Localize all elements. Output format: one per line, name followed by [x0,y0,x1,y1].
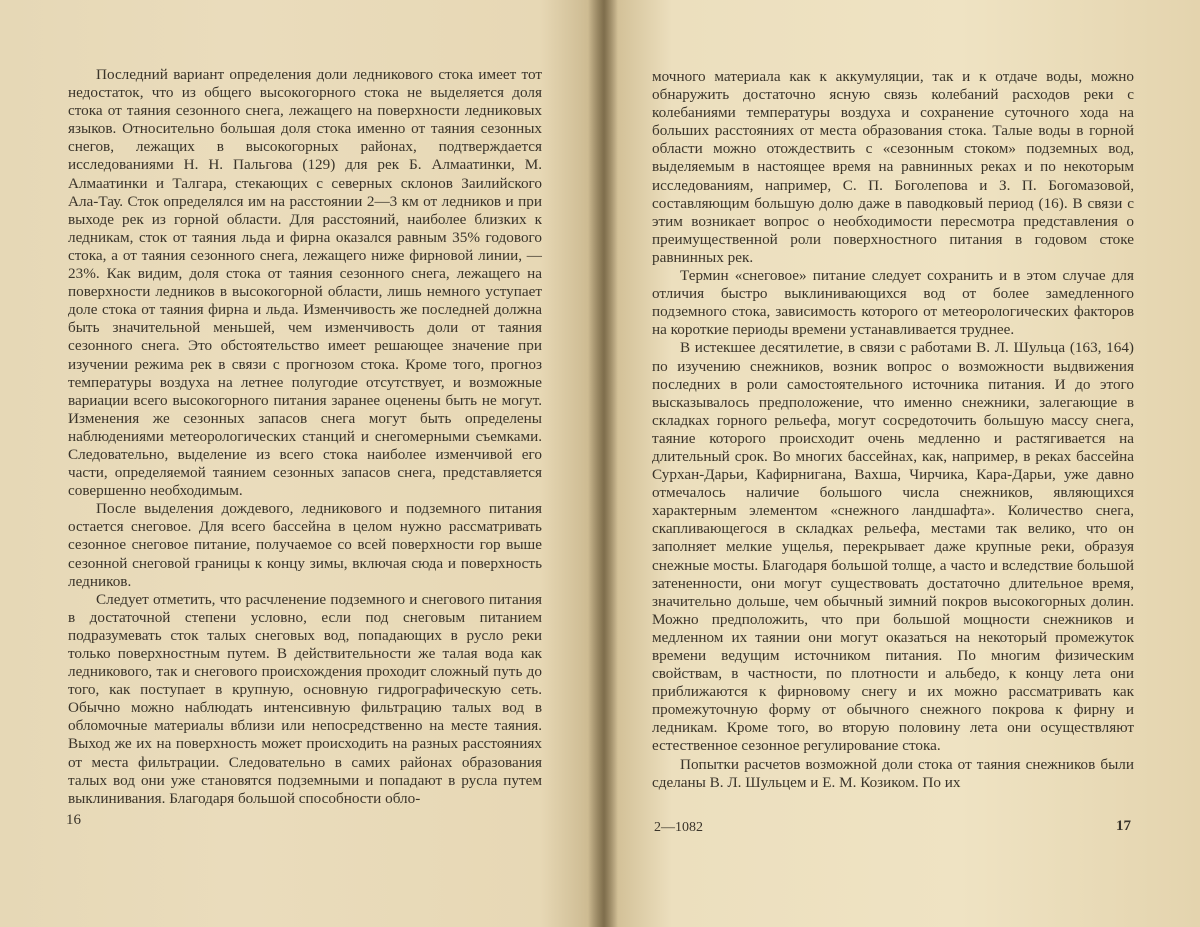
paragraph: Термин «снеговое» питание следует сохранить и в этом случае для отличия быстро выклинивающихся вод от более замедленного подземного стока, зависимость которого от метеорологических факторов на короткие периоды времени устанавливается труднее. [652,267,1134,339]
paragraph: После выделения дождевого, ледникового и подземного питания остается снеговое. Для всего бассейна в целом нужно рассматривать сезонное снеговое питание, получаемое со всей поверхности гор выше сезонной снеговой границы к концу зимы, включая сюда и поверхность ледников. [68,500,542,590]
right-page [600,0,1200,927]
page-number: 16 [66,812,81,828]
left-text-column [68,66,542,808]
paragraph: В истекшее десятилетие, в связи с работами В. Л. Шульца (163, 164) по изучению снежников, возник вопрос о возможности выдвижения последних в роли самостоятельного источника питания. И до этого высказывалось предположение, что именно снежники, залегающие в складках горного рельефа, могут сосредоточить большую массу снега, таяние которого происходит очень медленно и растягивается на длительный срок. Во многих бассейнах, как, например, в реках бассейна Сурхан-Дарьи, Кафирнигана, Вахша, Чирчика, Кара-Дарьи, уже давно отмечалось наличие большого числа снежников, являющихся характерным элементом «снежного ландшафта». Количество снега, скапливающегося в складках рельефа, местами так велико, что он заполняет мелкие ущелья, перекрывает даже крупные реки, образуя снежные мосты. Благодаря большой толще, а часто и вследствие большой затененности, они могут существовать достаточно длительное время, значительно дольше, чем обычный зимний покров высокогорных долин. Можно предположить, что при большой мощности снежников и медленном их таянии они могут оказаться на некоторый промежуток времени ведущим источником питания. По многим физическим свойствам, в частности, по плотности и альбедо, к концу лета они приближаются к фирновому снегу и их можно рассматривать как промежуточную форму от обычного снежного покрова к фирну и ледникам. Кроме того, во вторую половину лета они осуществляют естественное сезонное регулирование стока. [652,339,1134,755]
page-number: 17 [1116,818,1131,834]
paragraph: Попытки расчетов возможной доли стока от таяния снежников были сделаны В. Л. Шульцем и Е. М. Козиком. По их [652,755,1134,791]
printer-signature: 2—1082 [654,820,703,835]
paragraph: Следует отметить, что расчленение подземного и снегового питания в достаточной степени условно, если под снеговым питанием подразумевать сток талых снеговых вод, попадающих в русло реки только поверхностным путем. В действительности же талая вода как ледникового, так и снегового происхождения проходит сложный путь до того, как поступает в крупную, основную гидрографическую сеть. Обычно можно наблюдать интенсивную фильтрацию талых вод в обломочные материалы вблизи или непосредственно на месте таяния. Выход же их на поверхность может происходить на разных расстояниях от места фильтрации. Следовательно в самих районах образования талых вод они уже становятся подземными и попадают в русла путем выклинивания. Благодаря большой способности обло- [68,590,542,807]
paragraph: Последний вариант определения доли ледникового стока имеет тот недостаток, что из общего высокогорного стока не выделяется доля стока от таяния сезонного снега, лежащего на поверхности ледниковых языков. Относительно большая доля стока именно от таяния сезонных снегов, лежащих в высокогорных районах, подтверждается исследованиями Н. Н. Пальгова (129) для рек Б. Алмаатинки, М. Алмаатинки и Талгара, стекающих с северных склонов Заилийского Ала-Тау. Сток определялся им на расстоянии 2—3 км от ледников и при выходе рек из горной области. Для расстояний, наиболее близких к ледникам, сток от таяния льда и фирна оказался равным 35% годового стока, а от таяния сезонного снега, лежащего ниже фирновой линии, — 23%. Как видим, доля стока от таяния сезонного снега, лежащего на поверхности ледников в высокогорной области, лишь немного уступает доле стока от таяния фирна и льда. Изменчивость же последней должна быть значительной меньшей, чем изменчивость доли от таяния сезонного снега. Это обстоятельство имеет решающее значение при изучении режима рек в связи с прогнозом стока. Кроме того, прогноз температуры воздуха на летнее полугодие отсутствует, и возможные вариации всего высокогорного питания заранее оценены быть не могут. Изменения же сезонных запасов снега могут быть определены наблюдениями метеорологических станций и снегомерными съемками. Следовательно, выделение из всего стока наиболее изменчивой его части, определяемой таянием сезонных запасов снега, представляется совершенно необходимым. [68,66,542,500]
right-text-column [652,68,1134,792]
paragraph: мочного материала как к аккумуляции, так и к отдаче воды, можно обнаружить достаточно ясную связь колебаний расходов реки с колебаниями температуры воздуха и сохранение суточного хода на больших расстояниях от места образования стока. Талые воды в горной области можно отождествить с «сезонным стоком» подземных вод, выделяемым в настоящее время на равнинных реках и по некоторым исследованиям, например, С. П. Боголепова и З. П. Богомазовой, составляющим большую долю даже в паводковый период (16). В связи с этим возникает вопрос о необходимости пересмотра представления о преимущественной роли поверхностного питания в годовом стоке равнинных рек. [652,68,1134,266]
